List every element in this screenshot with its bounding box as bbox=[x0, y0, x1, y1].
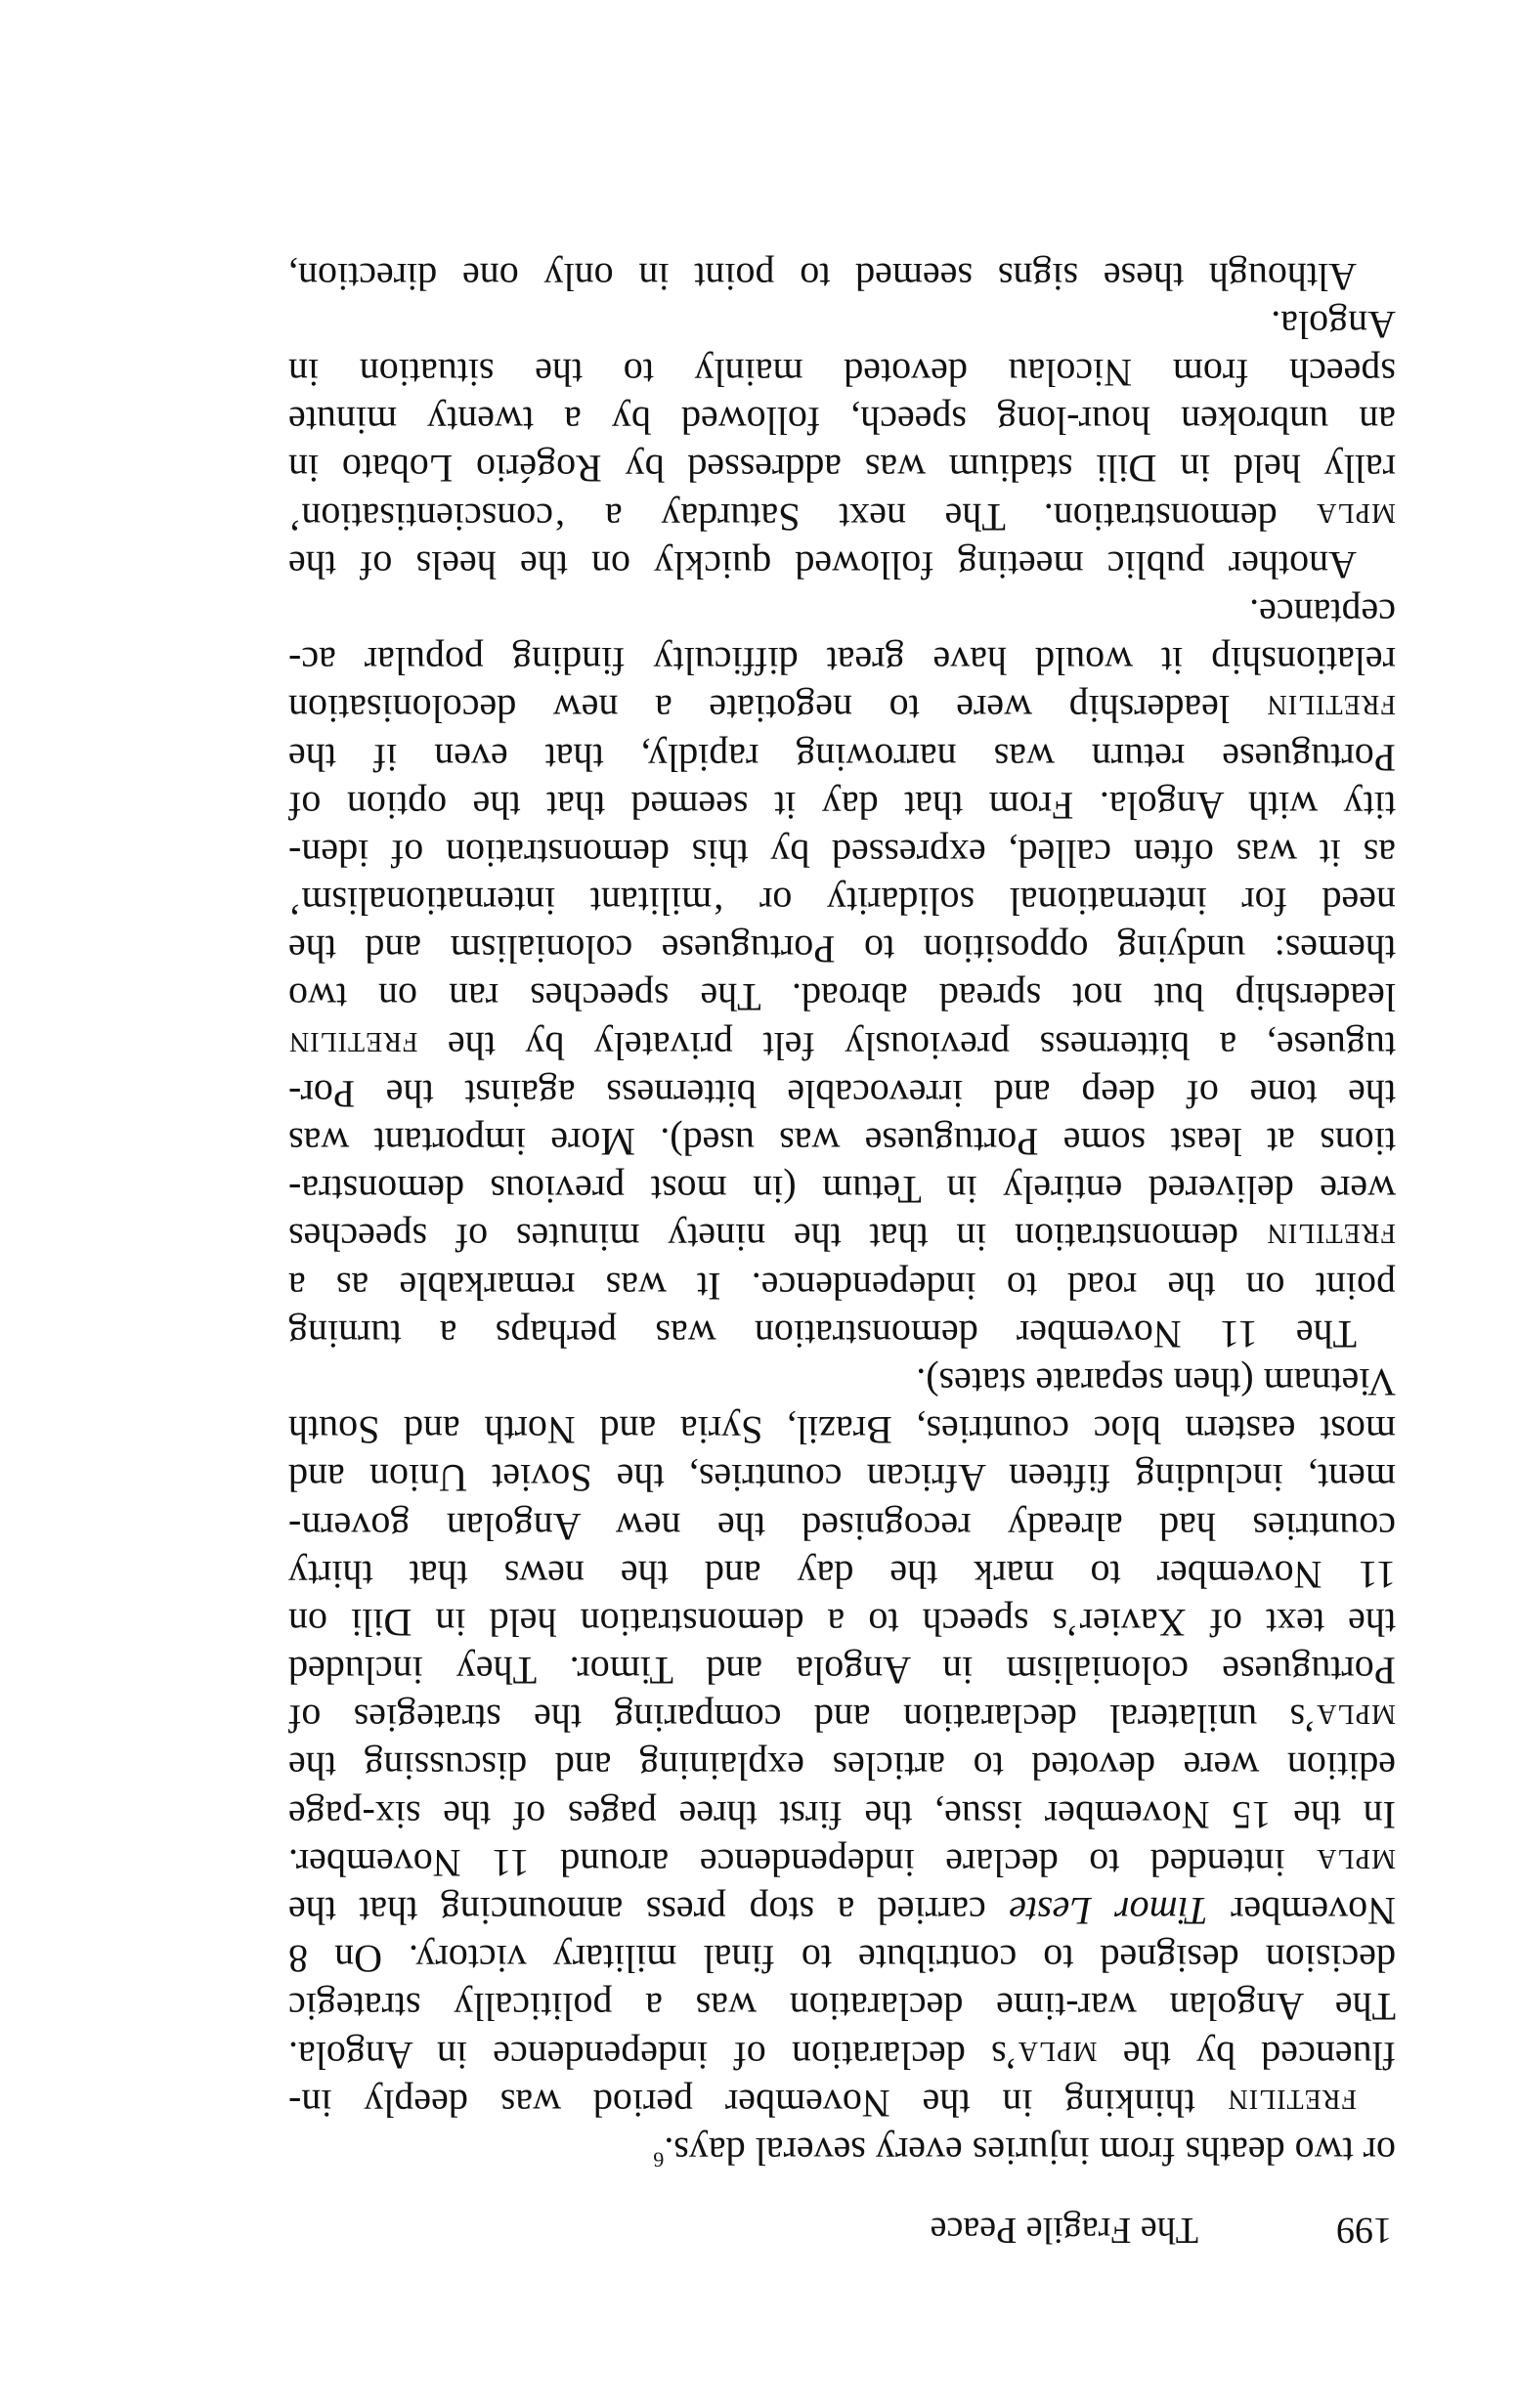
text-run: or two deaths from injuries every several days. bbox=[664, 2129, 1396, 2173]
page-number: 199 bbox=[1336, 2210, 1392, 2251]
text-run: leadership but not spread abroad. The speeches ran on two bbox=[288, 975, 1396, 1020]
text-run: ceptance. bbox=[1249, 591, 1396, 635]
footnote-marker: 6 bbox=[653, 2147, 665, 2172]
text-line bbox=[288, 973, 1396, 1021]
text-line bbox=[288, 301, 1396, 349]
text-run: the tone of deep and irrevocable bitterness against the Por- bbox=[288, 1071, 1396, 1116]
text-run: the text of Xavier’s speech to a demonstration held in Dili on bbox=[288, 1600, 1396, 1645]
text-run: 11 November to mark the day and the news that thirty bbox=[288, 1552, 1396, 1597]
text-line bbox=[288, 1887, 1396, 1935]
text-run: ment, including fifteen African countries, the Soviet Union and bbox=[288, 1456, 1396, 1501]
text-line bbox=[288, 830, 1396, 878]
text-line bbox=[288, 1935, 1396, 1983]
text-run: rally held in Dili stadium was addressed by Rogério Lobato in bbox=[288, 447, 1396, 492]
text-run: fretilin bbox=[1266, 1216, 1396, 1261]
text-line bbox=[288, 1406, 1396, 1454]
text-line bbox=[288, 1262, 1396, 1310]
text-run: ’s declaration of independence in Angola. bbox=[287, 2033, 1018, 2078]
text-run: Although these signs seemed to point in only one direction, bbox=[288, 254, 1357, 299]
text-line bbox=[288, 782, 1396, 830]
text-run: most eastern bloc countries, Brazil, Syria and North and South bbox=[288, 1408, 1396, 1453]
text-line bbox=[288, 541, 1396, 589]
text-line bbox=[288, 1839, 1396, 1887]
text-line bbox=[288, 397, 1396, 445]
text-line bbox=[288, 925, 1396, 973]
text-run: countries had already recognised the new Angolan govern- bbox=[288, 1504, 1396, 1549]
text-run: Another public meeting followed quickly on the heels of the bbox=[288, 542, 1357, 587]
text-run: demonstration in that the ninety minutes of speeches bbox=[288, 1216, 1267, 1261]
text-run: Portuguese return was narrowing rapidly, that even if the bbox=[288, 735, 1396, 780]
text-line bbox=[288, 733, 1396, 781]
text-run: mpla bbox=[1316, 494, 1396, 539]
text-line bbox=[288, 1551, 1396, 1599]
text-line bbox=[288, 1358, 1396, 1406]
text-run: carried a stop press announcing that the bbox=[287, 1889, 1010, 1934]
text-run: tuguese, a bitterness previously felt privately by the bbox=[417, 1023, 1396, 1068]
text-run: mpla bbox=[1316, 1840, 1396, 1885]
text-run: fretilin bbox=[1227, 2081, 1357, 2126]
text-run: point on the road to independence. It was remarkable as a bbox=[288, 1264, 1396, 1309]
text-run: an unbroken hour-long speech, followed by a twenty minute bbox=[288, 399, 1396, 444]
text-run: The Angolan war-time declaration was a politically strategic bbox=[288, 1985, 1396, 2030]
text-run: ’s unilateral declaration and comparing the strategies of bbox=[288, 1697, 1317, 1742]
text-line bbox=[288, 1502, 1396, 1550]
running-title: The Fragile Peace bbox=[930, 2210, 1198, 2251]
text-run: speech from Nicolau devoted mainly to the situation in bbox=[288, 351, 1396, 396]
text-line bbox=[288, 1791, 1396, 1839]
text-run: edition were devoted to articles explaining and discussing the bbox=[288, 1744, 1396, 1789]
text-run: tions at least some Portuguese was used). More important was bbox=[288, 1120, 1396, 1165]
text-run: fluenced by the bbox=[1097, 2033, 1396, 2078]
text-run: as it was often called, expressed by this demonstration of iden- bbox=[288, 831, 1396, 876]
text-run: In the 15 November issue, the first three pages of the six-page bbox=[288, 1792, 1396, 1837]
text-run: November bbox=[1207, 1889, 1396, 1934]
text-line bbox=[288, 253, 1396, 301]
text-line bbox=[288, 1647, 1396, 1695]
text-run: relationship it would have great difficulty finding popular ac- bbox=[288, 639, 1396, 684]
text-line bbox=[288, 1214, 1396, 1262]
text-run: thinking in the November period was deeply in- bbox=[288, 2081, 1228, 2126]
text-line bbox=[288, 1983, 1396, 2031]
text-line bbox=[288, 1742, 1396, 1790]
text-line bbox=[288, 1166, 1396, 1214]
text-run: need for international solidarity or ‘militant internationalism’ bbox=[288, 880, 1396, 924]
text-run: tity with Angola. From that day it seemed that the option of bbox=[288, 783, 1396, 828]
text-line bbox=[288, 1022, 1396, 1070]
text-line bbox=[288, 637, 1396, 685]
text-run: Vietnam (then separate states). bbox=[916, 1360, 1396, 1404]
body-text bbox=[288, 253, 1396, 2176]
text-line bbox=[288, 589, 1396, 637]
text-run: decision designed to contribute to final military victory. On 8 bbox=[288, 1937, 1396, 1982]
text-run: Timor Leste bbox=[1009, 1889, 1208, 1934]
running-header bbox=[288, 2203, 1396, 2252]
text-run: leadership were to negotiate a new decolonisation bbox=[288, 687, 1267, 732]
text-run: intended to declare independence around 11 November. bbox=[288, 1840, 1317, 1885]
text-line bbox=[288, 685, 1396, 733]
text-run: mpla bbox=[1017, 2033, 1098, 2078]
text-run: Portuguese colonialism in Angola and Timor. They included bbox=[288, 1649, 1396, 1694]
text-run: mpla bbox=[1316, 1697, 1396, 1742]
text-run: Angola. bbox=[1271, 302, 1396, 347]
text-line bbox=[288, 1311, 1396, 1358]
text-run: demonstration. The next Saturday a ‘conscientisation’ bbox=[288, 494, 1317, 539]
text-line bbox=[288, 349, 1396, 397]
text-line bbox=[288, 1118, 1396, 1166]
text-line bbox=[288, 878, 1396, 925]
text-line bbox=[288, 2080, 1396, 2128]
text-run: The 11 November demonstration was perhaps a turning bbox=[288, 1312, 1357, 1356]
text-run: fretilin bbox=[288, 1023, 418, 1068]
text-line bbox=[288, 1599, 1396, 1647]
text-line bbox=[288, 1070, 1396, 1118]
text-run: were delivered entirely in Tetum (in most previous demonstra- bbox=[288, 1168, 1396, 1213]
text-line bbox=[288, 2128, 1396, 2175]
text-line bbox=[288, 1695, 1396, 1742]
text-line bbox=[288, 493, 1396, 540]
text-line bbox=[288, 2031, 1396, 2079]
text-run: themes: undying opposition to Portuguese colonialism and the bbox=[288, 927, 1396, 972]
text-line bbox=[288, 445, 1396, 493]
text-run: fretilin bbox=[1266, 687, 1396, 732]
text-line bbox=[288, 1454, 1396, 1502]
